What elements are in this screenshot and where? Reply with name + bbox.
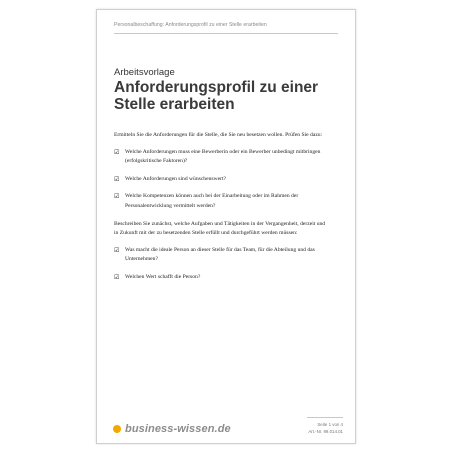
list-item-text: Was macht die ideale Person an dieser Stelle für das Team, für die Abteilung und das Unternehmen?: [125, 246, 315, 263]
checklist-ideal-person: [114, 246, 329, 283]
checkbox-checked-icon: ☑: [114, 175, 120, 183]
list-item-text: Welchen Wert schafft die Person?: [125, 273, 201, 280]
list-item: [114, 192, 329, 211]
logo-dot-icon: [113, 425, 121, 433]
list-item-text: Welche Anforderungen sind wünschenswert?: [125, 175, 226, 182]
checkbox-checked-icon: ☑: [114, 148, 120, 156]
document-kicker: Arbeitsvorlage: [114, 67, 175, 78]
list-item: [114, 175, 329, 185]
article-number: Art.-Nr. 99.014.01: [308, 429, 343, 434]
document-page: [96, 9, 356, 444]
list-item: [114, 148, 329, 167]
checklist-requirements: [114, 148, 329, 212]
checkbox-checked-icon: ☑: [114, 246, 120, 254]
checkbox-checked-icon: ☑: [114, 273, 120, 281]
running-header: Personalbeschaffung: Anforderungsprofil zu einer Stelle erarbeiten: [114, 22, 267, 28]
header-divider: [114, 33, 338, 34]
list-item-text: Welche Anforderungen muss eine Bewerberin oder ein Bewerber unbedingt mitbringen (erfolgskritische Faktoren)?: [125, 148, 321, 165]
document-title: Anforderungsprofil zu einer Stelle erarbeiten: [114, 79, 319, 113]
business-wissen-logo[interactable]: [113, 423, 231, 435]
footer-divider: [307, 417, 343, 418]
intro-paragraph: Ermitteln Sie die Anforderungen für die Stelle, die Sie neu besetzen wollen. Prüfen Sie dazu:: [114, 132, 323, 138]
page-number: Seite 1 von 4: [317, 422, 343, 427]
logo-text: business-wissen.de: [125, 423, 231, 435]
document-body: [114, 131, 329, 291]
checkbox-checked-icon: ☑: [114, 193, 120, 201]
list-item-text: Welche Kompetenzen können auch bei der Einarbeitung oder im Rahmen der Personalentwicklung vermittelt werden?: [125, 193, 299, 209]
middle-paragraph: Beschreiben Sie zunächst, welche Aufgaben und Tätigkeiten in der Vergangenheit, derzeit und in Zukunft mit der zu besetzenden Stelle erfüllt und durchgeführt werden müssen:: [114, 220, 326, 237]
list-item: [114, 246, 329, 265]
list-item: [114, 273, 329, 283]
